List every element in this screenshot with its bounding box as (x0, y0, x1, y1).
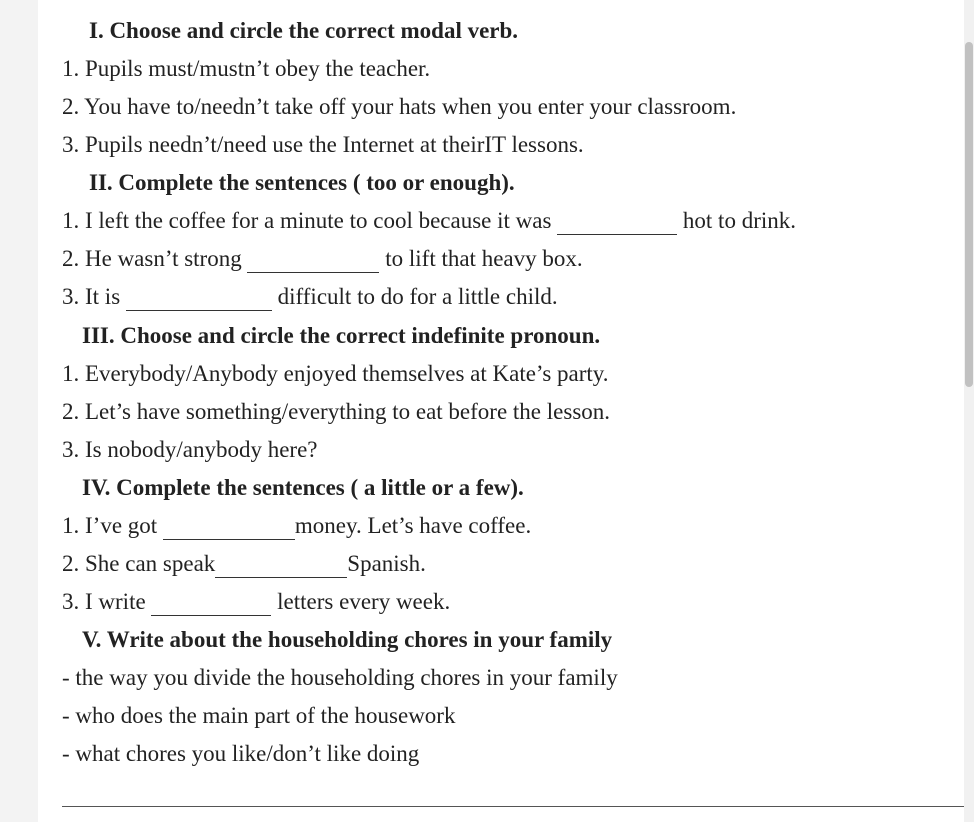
sentence-start: 1. I left the coffee for a minute to cool because it was (62, 208, 552, 233)
sentence-end: Spanish. (347, 551, 426, 576)
sentence-end: money. Let’s have coffee. (294, 513, 532, 538)
sentence-start: 3. I write (62, 589, 146, 614)
scrollbar-thumb[interactable] (965, 42, 973, 387)
page-margin (0, 0, 38, 822)
answer-blank[interactable] (163, 519, 295, 540)
answer-blank[interactable] (247, 252, 379, 273)
section-2-item-2 (62, 240, 583, 278)
section-1-item-3: 3. Pupils needn’t/need use the Internet at theirIT lessons. (62, 132, 584, 157)
section-3-item-1: 1. Everybody/Anybody enjoyed themselves at Kate’s party. (62, 361, 609, 386)
section-4-item-2 (62, 545, 426, 583)
sentence-start: 3. It is (62, 284, 121, 309)
sentence-end: difficult to do for a little child. (277, 284, 558, 309)
section-5-item-2: - who does the main part of the housework (62, 703, 456, 728)
sentence-end: to lift that heavy box. (385, 246, 583, 271)
section-3-heading: III. Choose and circle the correct indefinite pronoun. (82, 323, 601, 348)
section-2-heading: II. Complete the sentences ( too or enough). (89, 170, 515, 195)
section-1-heading: I. Choose and circle the correct modal verb. (89, 18, 519, 43)
writing-line[interactable] (62, 806, 966, 807)
sentence-start: 2. He wasn’t strong (62, 246, 242, 271)
section-3-item-3: 3. Is nobody/anybody here? (62, 437, 318, 462)
sentence-end: hot to drink. (682, 208, 797, 233)
sentence-end: letters every week. (277, 589, 451, 614)
section-5-heading: V. Write about the householding chores in your family (82, 627, 613, 652)
sentence-start: 1. I’ve got (62, 513, 158, 538)
section-2-item-3 (62, 278, 558, 316)
sentence-start: 2. She can speak (62, 551, 216, 576)
section-2-item-1 (62, 202, 796, 240)
section-4-item-3 (62, 583, 450, 621)
section-4-heading: IV. Complete the sentences ( a little or a few). (82, 475, 524, 500)
section-1-item-2: 2. You have to/needn’t take off your hats when you enter your classroom. (62, 94, 737, 119)
answer-blank[interactable] (151, 595, 271, 616)
answer-blank[interactable] (557, 214, 677, 235)
answer-blank[interactable] (126, 290, 272, 311)
section-4-item-1 (62, 507, 531, 545)
vertical-scrollbar[interactable] (964, 0, 974, 822)
section-5-item-3: - what chores you like/don’t like doing (62, 741, 420, 766)
section-1-item-1: 1. Pupils must/mustn’t obey the teacher. (62, 56, 431, 81)
section-3-item-2: 2. Let’s have something/everything to eat before the lesson. (62, 399, 611, 424)
answer-blank[interactable] (215, 557, 347, 578)
section-5-item-1: - the way you divide the householding chores in your family (62, 665, 618, 690)
